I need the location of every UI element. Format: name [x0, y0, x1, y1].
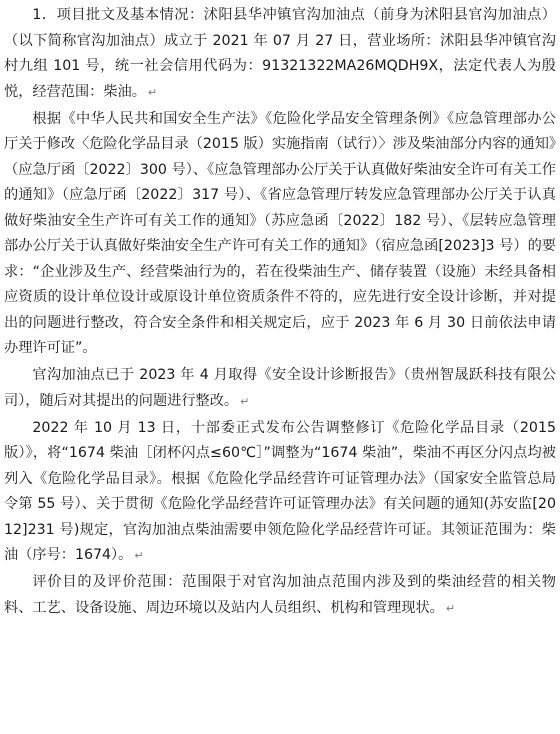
paragraph-text: 2022 年 10 月 13 日，十部委正式发布公告调整修订《危险化学品目录（2015 版）》，将“1674 柴油［闭杯闪点≤60℃］”调整为“1674 柴油”，柴油不再区分闪点均被列入《危险化学品目录》。根据《危险化学品经营许可证管理办法》（国家安全监管总局令第 55 号）、关于贯彻《危险化学品经营许可证管理办法》有关问题的通知(苏安监[2012]231 号)规定，官沟加油点柴油需要申领危险化学品经营许可证。其领证范围为：柴油（序号：1674）。 — [4, 419, 556, 563]
paragraph-mark-icon: ↵ — [445, 601, 456, 615]
catalog-revision-paragraph — [4, 416, 556, 569]
regulatory-basis-paragraph — [4, 107, 556, 362]
safety-diagnosis-paragraph — [4, 363, 556, 414]
paragraph-text: 官沟加油点已于 2023 年 4 月取得《安全设计诊断报告》（贵州智晟跃科技有限公司），随后对其提出的问题进行整改。 — [4, 367, 556, 409]
paragraph-mark-icon: ↵ — [240, 394, 250, 408]
paragraph-text: 1．项目批文及基本情况：沭阳县华冲镇官沟加油点（前身为沭阳县官沟加油点）（以下简称官沟加油点）成立于 2021 年 07 月 27 日，营业场所：沭阳县华冲镇官沟村九组 101 号，统一社会信用代码为：91321322MA26MQDH9X，法定代表人为殷悦，经营范围：柴油。 — [4, 7, 556, 100]
paragraph-text: 根据《中华人民共和国安全生产法》《危险化学品安全管理条例》《应急管理部办公厅关于修改〈危险化学品目录（2015 版）实施指南（试行）〉涉及柴油部分内容的通知》（应急厅函〔2022〕300 号）、《应急管理部办公厅关于认真做好柴油安全许可有关工作的通知》（应急厅函〔2022〕317 号）、《省应急管理厅转发应急管理部办公厅关于认真做好柴油安全生产许可有关工作的通知》（苏应急函〔2022〕182 号）、《层转应急管理部办公厅关于认真做好柴油安全生产许可有关工作的通知》（宿应急函[2023]3 号）的要求：“企业涉及生产、经营柴油行为的，若在役柴油生产、储存装置（设施）未经具备相应资质的设计单位设计或原设计单位资质条件不符的，应先进行安全设计诊断，并对提出的问题进行整改，符合安全条件和相关规定后，应于 2023 年 6 月 30 日前依法申请办理许可证”。 — [4, 110, 556, 356]
project-basic-info-paragraph — [4, 3, 556, 105]
paragraph-mark-icon: ↵ — [134, 549, 144, 562]
paragraph-mark-icon: ↵ — [147, 85, 158, 99]
evaluation-scope-paragraph — [4, 570, 556, 621]
paragraph-text: 评价目的及评价范围：范围限于对官沟加油点范围内涉及到的柴油经营的相关物料、工艺、设备设施、周边环境以及站内人员组织、机构和管理现状。 — [4, 574, 556, 616]
